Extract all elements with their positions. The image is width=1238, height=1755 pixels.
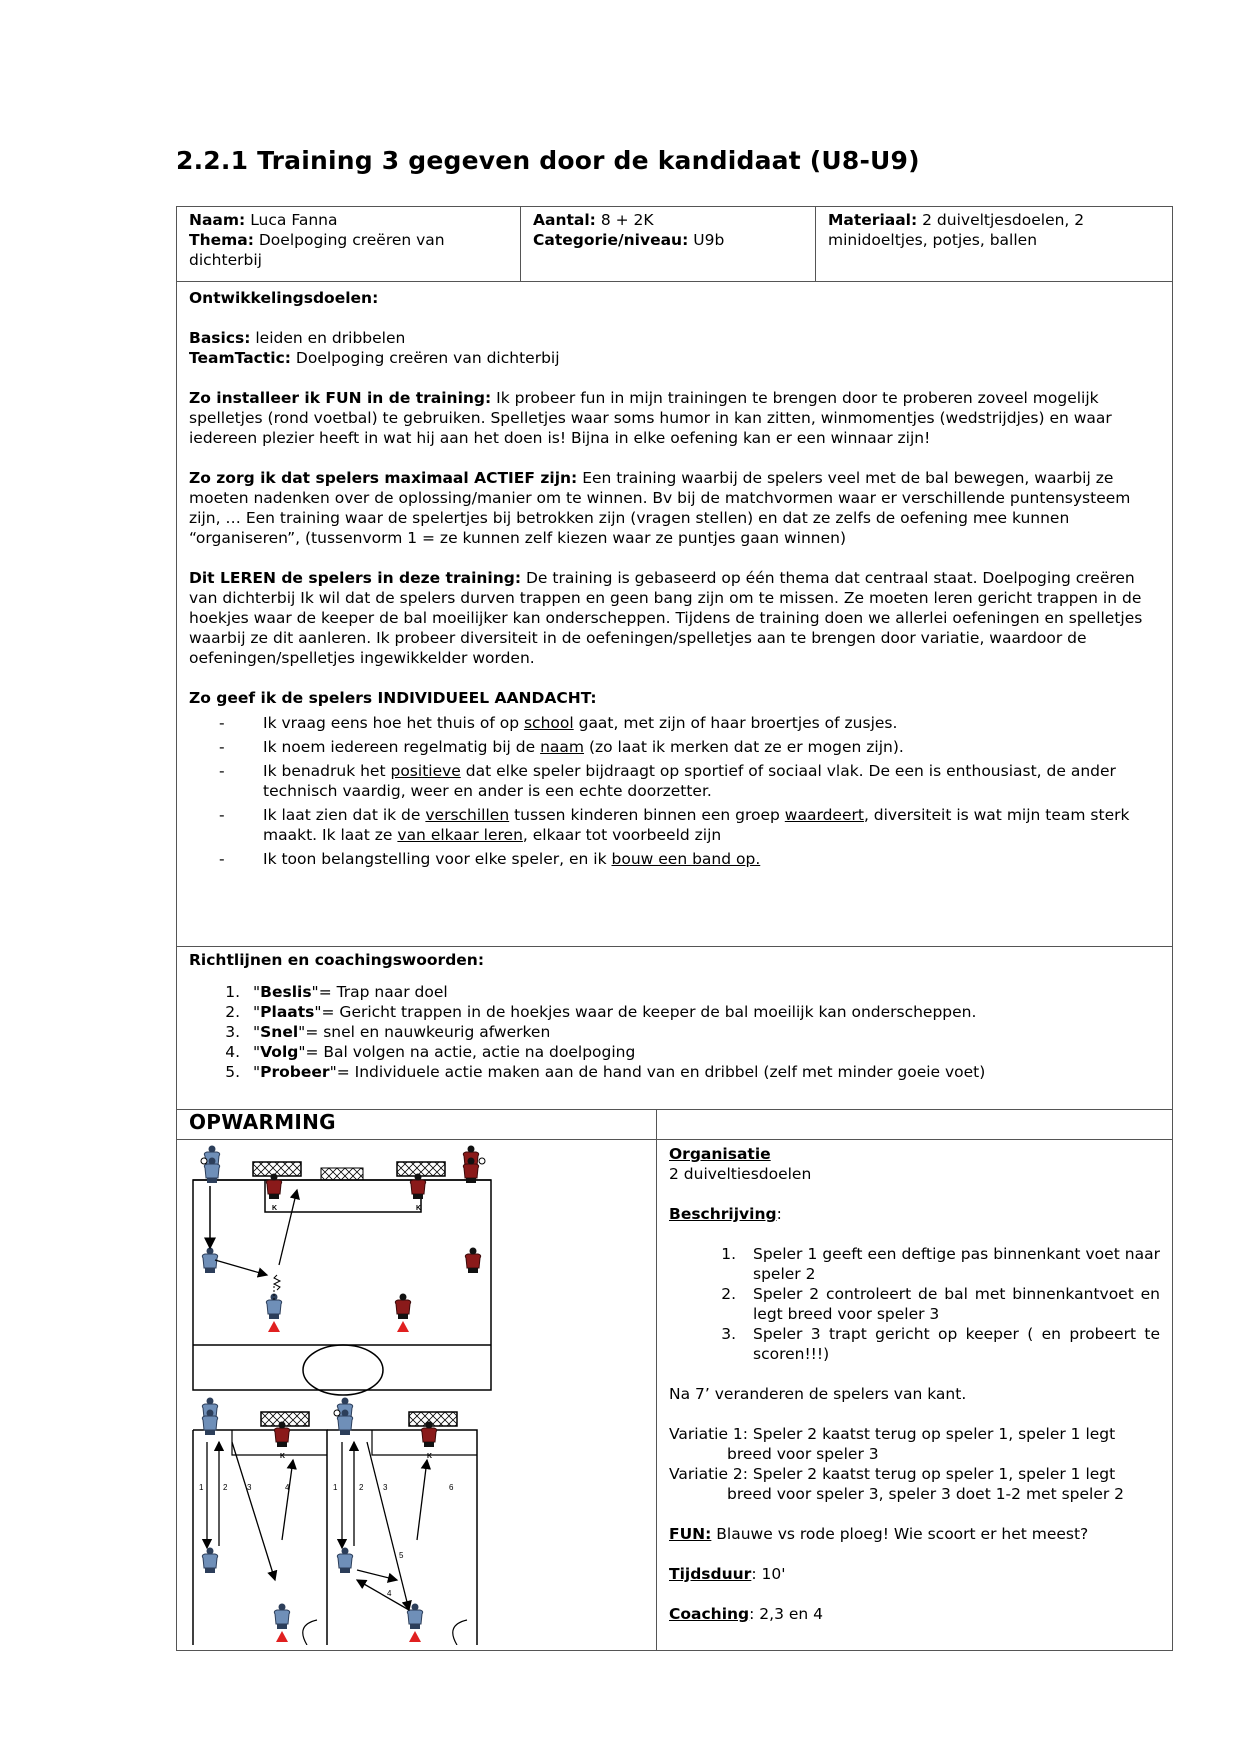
aantal-label: Aantal:	[533, 211, 596, 229]
diagram-bottom-right	[327, 1398, 477, 1646]
list-item: 3. Speler 3 trapt gericht op keeper ( en probeert te scoren!!!)	[741, 1324, 1160, 1364]
list-item: 3. "Snel"= snel en nauwkeurig afwerken	[245, 1022, 1162, 1042]
organisatie-label: Organisatie	[669, 1145, 771, 1163]
list-item: 4. "Volg"= Bal volgen na actie, actie na doelpoging	[245, 1042, 1162, 1062]
diagram-number-4b: 4	[387, 1589, 392, 1598]
fun-text: Ik probeer fun in mijn trainingen te brengen door te proberen zoveel mogelijk spelletjes (rond voetbal) te gebruiken. Spelletjes waar soms humor in kan zitten, winmomentjes (wedstrijdjes) en waar iedereen plezier heeft in wat hij aan het doen is! Bijna in elke oefening kan er een winnaar zijn!	[189, 389, 1112, 447]
diagram-number-4: 4	[285, 1483, 290, 1492]
diagram-top	[193, 1146, 491, 1396]
ontwikkeling-cell	[177, 282, 1173, 947]
diagram-number-2: 2	[223, 1483, 228, 1492]
list-item: 1. Speler 1 geeft een deftige pas binnenkant voet naar speler 2	[741, 1244, 1160, 1284]
diagram-number-1: 1	[199, 1483, 204, 1492]
variatie-1: Variatie 1: Speler 2 kaatst terug op speler 1, speler 1 legt breed voor speler 3	[669, 1425, 1116, 1463]
diagram-number-5: 5	[399, 1551, 404, 1560]
keeper-label-3: K	[280, 1453, 286, 1460]
page-title: 2.2.1 Training 3 gegeven door de kandidaat (U8-U9)	[176, 146, 920, 175]
diagram-bottom-left	[193, 1398, 327, 1646]
exercise-diagram	[177, 1140, 655, 1645]
beschrijving-label: Beschrijving	[669, 1205, 777, 1223]
richtlijnen-list	[189, 982, 1162, 1082]
keeper-label-4: K	[427, 1453, 433, 1460]
list-item: - Ik noem iedereen regelmatig bij de naam (zo laat ik merken dat ze er mogen zijn).	[219, 738, 904, 756]
diagram-number-1b: 1	[333, 1483, 338, 1492]
categorie-label: Categorie/niveau:	[533, 231, 689, 249]
thema-value: Doelpoging creëren van dichterbij	[189, 231, 445, 269]
aandacht-list	[189, 713, 1162, 869]
diagram-number-3b: 3	[383, 1483, 388, 1492]
list-item: - Ik vraag eens hoe het thuis of op school gaat, met zijn of haar broertjes of zusjes.	[219, 714, 898, 732]
fun-label: Zo installeer ik FUN in de training:	[189, 389, 492, 407]
richtlijnen-heading: Richtlijnen en coachingswoorden:	[189, 951, 485, 969]
coaching-value: : 2,3 en 4	[749, 1605, 824, 1623]
wissel-text: Na 7’ veranderen de spelers van kant.	[669, 1385, 967, 1403]
richtlijnen-cell	[177, 947, 1173, 1110]
training-table	[176, 206, 1173, 1651]
naam-thema-cell	[177, 207, 521, 282]
variatie-2: Variatie 2: Speler 2 kaatst terug op speler 1, speler 1 legt breed voor speler 3, speler 3 doet 1-2 met speler 2	[669, 1465, 1125, 1503]
opwarming-title-cell	[177, 1110, 657, 1140]
teamtactic-label: TeamTactic:	[189, 349, 291, 367]
aantal-cell	[521, 207, 816, 282]
thema-label: Thema:	[189, 231, 254, 249]
list-item: - Ik toon belangstelling voor elke speler, en ik bouw een band op.	[219, 850, 761, 868]
keeper-label-2: K	[416, 1205, 422, 1212]
diagram-number-6: 6	[449, 1483, 454, 1492]
fun-label-opwarming: FUN:	[669, 1525, 712, 1543]
beschrijving-list	[669, 1244, 1160, 1364]
coaching-label: Coaching	[669, 1605, 750, 1623]
keeper-label-1: K	[272, 1205, 278, 1212]
categorie-value: U9b	[693, 231, 725, 249]
aandacht-label: Zo geef ik de spelers INDIVIDUEEL AANDACHT:	[189, 689, 597, 707]
tijdsduur-label: Tijdsduur	[669, 1565, 752, 1583]
list-item: 5. "Probeer"= Individuele actie maken aan de hand van en dribbel (zelf met minder goeie voet)	[245, 1062, 1162, 1082]
materiaal-cell	[816, 207, 1173, 282]
ontwikkeling-heading: Ontwikkelingsdoelen:	[189, 289, 379, 307]
leren-text: De training is gebaseerd op één thema dat centraal staat. Doelpoging creëren van dichterbij Ik wil dat de spelers durven trappen en geen bang zijn om te missen. Ze moeten leren gericht trappen in de hoekjes waar de keeper de bal moeilijker kan onderscheppen. Tijdens de training doen we allerlei oefeningen en spelletjes waarbij ze dit aanleren. Ik probeer diversiteit in de oefeningen/spelletjes aan te brengen door variatie, waardoor de oefeningen/spelletjes ingewikkelder worden.	[189, 569, 1143, 667]
actief-text: Een training waarbij de spelers veel met de bal bewegen, waarbij ze moeten nadenken over de oplossing/manier om te winnen. Bv bij de matchvormen waar er verschillende puntensysteem zijn, … Een training waar de spelertjes bij betrokken zijn (vragen stellen) en dat ze zelfs de oefening mee kunnen “organiseren”, (tussenvorm 1 = ze kunnen zelf kiezen waar ze puntjes gaan winnen)	[189, 469, 1131, 547]
list-item: 2. "Plaats"= Gericht trappen in de hoekjes waar de keeper de bal moeilijk kan onderscheppen.	[245, 1002, 1162, 1022]
list-item: - Ik laat zien dat ik de verschillen tussen kinderen binnen een groep waardeert, diversiteit is wat mijn team sterk maakt. Ik laat ze van elkaar leren, elkaar tot voorbeeld zijn	[219, 806, 1130, 844]
aantal-value: 8 + 2K	[600, 211, 654, 229]
basics-label: Basics:	[189, 329, 251, 347]
naam-label: Naam:	[189, 211, 246, 229]
opwarming-title-empty	[657, 1110, 1173, 1140]
organisatie-value: 2 duiveltiesdoelen	[669, 1165, 812, 1183]
actief-label: Zo zorg ik dat spelers maximaal ACTIEF zijn:	[189, 469, 578, 487]
naam-value: Luca Fanna	[250, 211, 338, 229]
diagram-cell	[177, 1140, 657, 1651]
materiaal-label: Materiaal:	[828, 211, 918, 229]
fun-value: Blauwe vs rode ploeg! Wie scoort er het meest?	[716, 1525, 1089, 1543]
list-item: - Ik benadruk het positieve dat elke speler bijdraagt op sportief of sociaal vlak. De een is enthousiast, de ander technisch vaardig, weer en ander is een echte doorzetter.	[219, 762, 1116, 800]
basics-value: leiden en dribbelen	[255, 329, 406, 347]
list-item: 2. Speler 2 controleert de bal met binnenkantvoet en legt breed voor speler 3	[741, 1284, 1160, 1324]
opwarming-text-cell: Organisatie 2 duiveltiesdoelen Beschrijving: 1. Speler 1 geeft een deftige pas binnenkant voet naar speler 2 2. Speler 2 controleert de bal met binnenkantvoet en legt breed voor speler 3 3. Speler 3 trapt gericht op keeper ( en probeert te scoren!!!) Na 7’ veranderen de spelers van kant. Variatie 1: Speler 2 kaatst terug op speler 1, speler 1 legt breed voor speler 3 Variatie 2: Speler 2 kaatst terug op speler 1, speler 1 legt breed voor speler 3, speler 3 doet 1-2 met speler 2 FUN: Blauwe vs rode ploeg! Wie scoort er het meest? Tijdsduur: 10' Coaching: 2,3 en 4	[657, 1140, 1173, 1651]
list-item: 1. "Beslis"= Trap naar doel	[245, 982, 1162, 1002]
diagram-number-3: 3	[247, 1483, 252, 1492]
teamtactic-value: Doelpoging creëren van dichterbij	[295, 349, 560, 367]
materiaal-value: 2 duiveltjesdoelen, 2 minidoeltjes, potjes, ballen	[828, 211, 1085, 249]
opwarming-title: OPWARMING	[189, 1110, 336, 1134]
diagram-number-2b: 2	[359, 1483, 364, 1492]
leren-label: Dit LEREN de spelers in deze training:	[189, 569, 522, 587]
tijdsduur-value: : 10'	[751, 1565, 786, 1583]
